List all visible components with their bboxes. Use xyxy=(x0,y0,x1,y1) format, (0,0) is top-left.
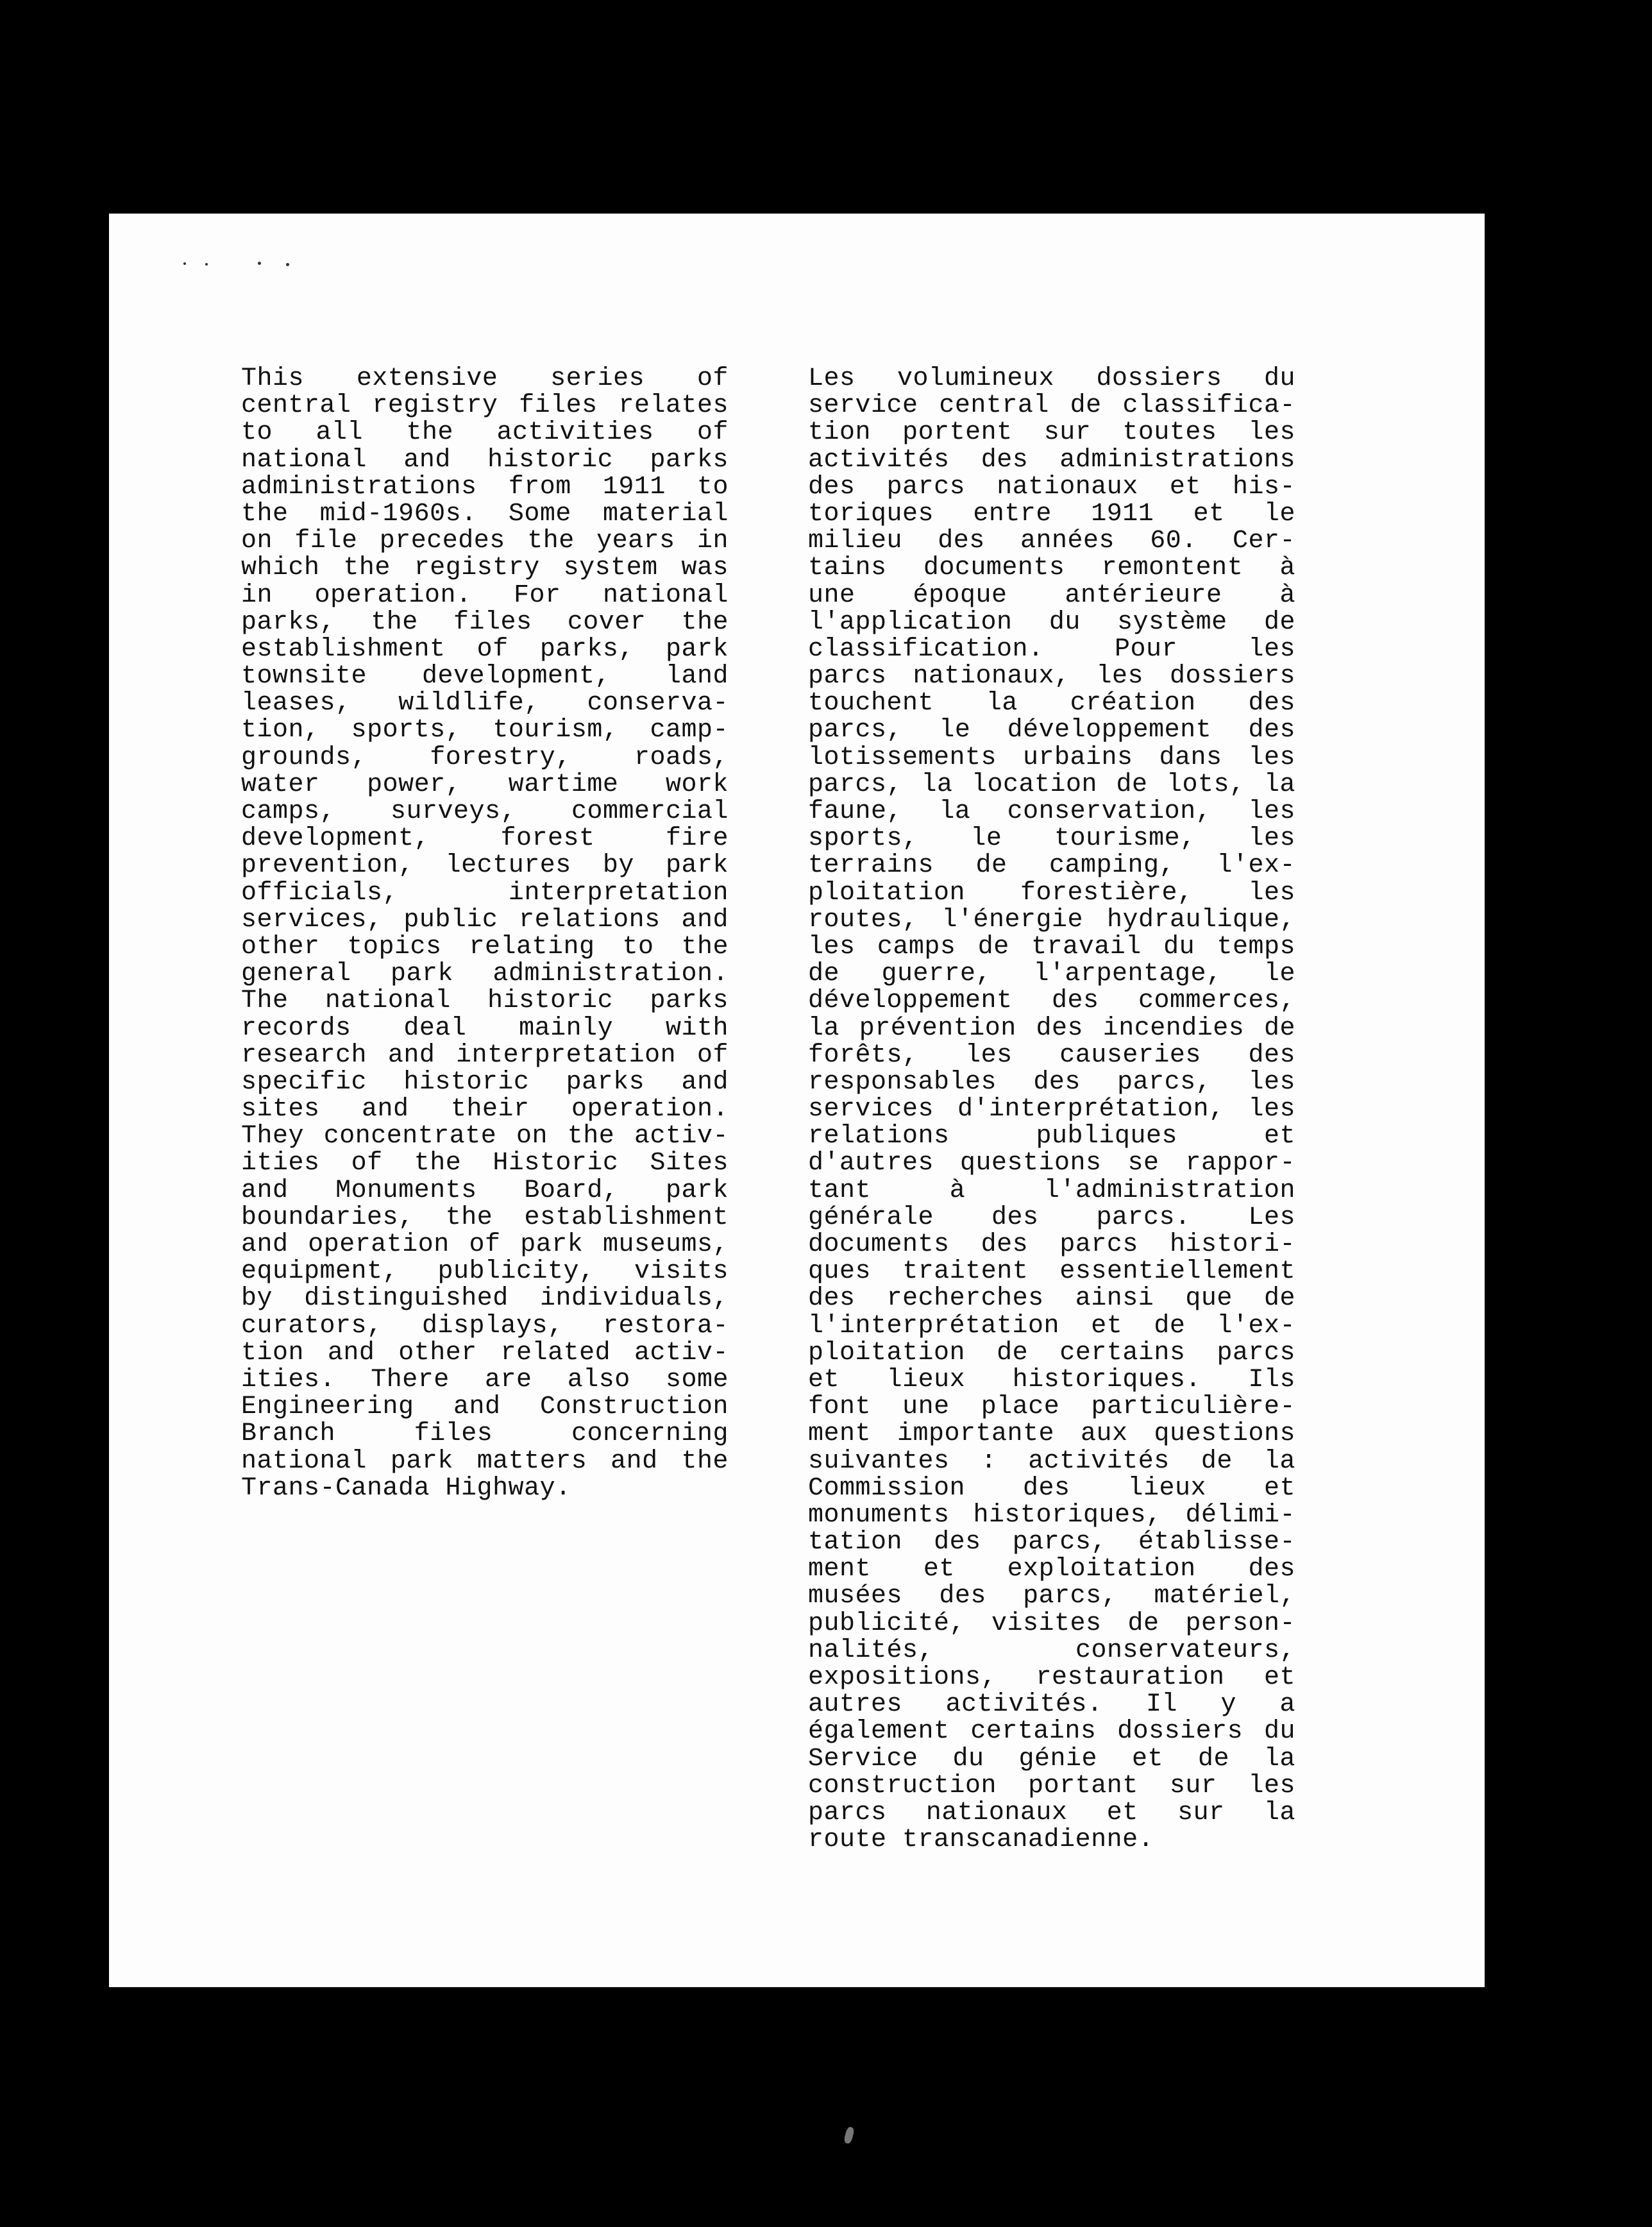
text-line: general park administration. xyxy=(241,960,729,989)
text-line: développement des commerces, xyxy=(808,986,1295,1016)
text-line: musées des parcs, matériel, xyxy=(808,1582,1295,1611)
text-line: administrations from 1911 to xyxy=(241,472,729,502)
text-line: routes, l'énergie hydraulique, xyxy=(808,905,1295,935)
french-text-column xyxy=(808,366,1295,1854)
text-line: other topics relating to the xyxy=(241,932,729,961)
text-line: documents des parcs histori- xyxy=(808,1230,1295,1259)
text-line: to all the activities of xyxy=(241,418,729,448)
text-line: and operation of park museums, xyxy=(241,1230,729,1259)
text-line: equipment, publicity, visits xyxy=(241,1257,729,1287)
text-line: activités des administrations xyxy=(808,445,1295,475)
text-line: Engineering and Construction xyxy=(241,1393,729,1422)
text-line: Commission des lieux et xyxy=(808,1473,1295,1503)
text-line: leases, wildlife, conserva- xyxy=(241,689,729,718)
text-line: tant à l'administration xyxy=(808,1176,1295,1205)
text-line: l'interprétation et de l'ex- xyxy=(808,1311,1295,1341)
text-line: Les volumineux dossiers du xyxy=(808,364,1295,393)
text-line: prevention, lectures by park xyxy=(241,851,729,881)
text-line: central registry files relates xyxy=(241,391,729,421)
text-line: This extensive series of xyxy=(241,364,729,393)
text-line: national and historic parks xyxy=(241,445,729,475)
text-line: ment et exploitation des xyxy=(808,1555,1295,1584)
text-line: publicité, visites de person- xyxy=(808,1609,1295,1638)
text-line: They concentrate on the activ- xyxy=(241,1122,729,1151)
text-line: tion portent sur toutes les xyxy=(808,418,1295,448)
text-line: parcs, la location de lots, la xyxy=(808,770,1295,799)
text-line: which the registry system was xyxy=(241,554,729,583)
text-line: monuments historiques, délimi- xyxy=(808,1500,1295,1530)
text-line: terrains de camping, l'ex- xyxy=(808,851,1295,881)
text-line: expositions, restauration et xyxy=(808,1663,1295,1692)
text-line: générale des parcs. Les xyxy=(808,1203,1295,1232)
text-line: development, forest fire xyxy=(241,824,729,854)
text-line: des parcs nationaux et his- xyxy=(808,472,1295,502)
text-line: ities of the Historic Sites xyxy=(241,1149,729,1178)
text-line: une époque antérieure à xyxy=(808,580,1295,610)
text-line: lotissements urbains dans les xyxy=(808,743,1295,772)
text-line: by distinguished individuals, xyxy=(241,1284,729,1314)
text-line: services d'interprétation, les xyxy=(808,1095,1295,1124)
text-line: parcs, le développement des xyxy=(808,716,1295,745)
text-line: establishment of parks, park xyxy=(241,634,729,664)
text-line: Trans-Canada Highway. xyxy=(241,1473,571,1503)
text-line: ques traitent essentiellement xyxy=(808,1257,1295,1287)
text-line: The national historic parks xyxy=(241,986,729,1016)
text-line: research and interpretation of xyxy=(241,1040,729,1070)
text-line: route transcanadienne. xyxy=(808,1825,1154,1855)
scan-speck xyxy=(286,263,289,266)
text-line: de guerre, l'arpentage, le xyxy=(808,960,1295,989)
text-line: specific historic parks and xyxy=(241,1067,729,1097)
text-line: l'application du système de xyxy=(808,607,1295,637)
text-line: classification. Pour les xyxy=(808,634,1295,664)
text-line: townsite development, land xyxy=(241,662,729,691)
scan-speck xyxy=(258,262,261,265)
text-line: des recherches ainsi que de xyxy=(808,1284,1295,1314)
text-line: touchent la création des xyxy=(808,689,1295,718)
text-line: tion and other related activ- xyxy=(241,1338,729,1368)
text-line: parks, the files cover the xyxy=(241,607,729,637)
text-line: records deal mainly with xyxy=(241,1013,729,1043)
text-line: forêts, les causeries des xyxy=(808,1040,1295,1070)
text-line: d'autres questions se rappor- xyxy=(808,1149,1295,1178)
text-line: the mid-1960s. Some material xyxy=(241,499,729,529)
text-line: services, public relations and xyxy=(241,905,729,935)
text-line: autres activités. Il y a xyxy=(808,1690,1295,1720)
text-line: faune, la conservation, les xyxy=(808,797,1295,826)
text-line: sites and their operation. xyxy=(241,1095,729,1124)
text-line: sports, le tourisme, les xyxy=(808,824,1295,854)
text-line: les camps de travail du temps xyxy=(808,932,1295,961)
text-line: service central de classifica- xyxy=(808,391,1295,421)
text-line: tation des parcs, établisse- xyxy=(808,1528,1295,1557)
text-line: construction portant sur les xyxy=(808,1771,1295,1800)
text-line: Branch files concerning xyxy=(241,1419,729,1449)
text-line: ploitation de certains parcs xyxy=(808,1338,1295,1368)
scan-speck xyxy=(205,263,208,266)
text-line: ities. There are also some xyxy=(241,1365,729,1394)
text-line: relations publiques et xyxy=(808,1122,1295,1151)
text-line: camps, surveys, commercial xyxy=(241,797,729,826)
text-line: curators, displays, restora- xyxy=(241,1311,729,1341)
text-line: font une place particulière- xyxy=(808,1393,1295,1422)
english-text-column xyxy=(241,366,729,1502)
scan-speck xyxy=(183,262,186,265)
text-line: tion, sports, tourism, camp- xyxy=(241,716,729,745)
text-line: boundaries, the establishment xyxy=(241,1203,729,1232)
text-line: tains documents remontent à xyxy=(808,554,1295,583)
text-line: toriques entre 1911 et le xyxy=(808,499,1295,529)
text-line: water power, wartime work xyxy=(241,770,729,799)
text-line: parcs nationaux et sur la xyxy=(808,1798,1295,1827)
text-line: ploitation forestière, les xyxy=(808,878,1295,908)
text-line: responsables des parcs, les xyxy=(808,1067,1295,1097)
document-page xyxy=(109,214,1485,1987)
text-line: également certains dossiers du xyxy=(808,1717,1295,1747)
text-line: et lieux historiques. Ils xyxy=(808,1365,1295,1394)
text-line: and Monuments Board, park xyxy=(241,1176,729,1205)
text-line: grounds, forestry, roads, xyxy=(241,743,729,772)
text-line: in operation. For national xyxy=(241,580,729,610)
text-line: Service du génie et de la xyxy=(808,1744,1295,1774)
text-line: suivantes : activités de la xyxy=(808,1446,1295,1476)
scan-blemish xyxy=(843,2126,855,2144)
text-line: la prévention des incendies de xyxy=(808,1013,1295,1043)
text-line: on file precedes the years in xyxy=(241,527,729,556)
text-line: officials, interpretation xyxy=(241,878,729,908)
text-line: parcs nationaux, les dossiers xyxy=(808,662,1295,691)
text-line: nalités, conservateurs, xyxy=(808,1636,1295,1665)
text-line: ment importante aux questions xyxy=(808,1419,1295,1449)
text-line: milieu des années 60. Cer- xyxy=(808,527,1295,556)
text-line: national park matters and the xyxy=(241,1446,729,1476)
